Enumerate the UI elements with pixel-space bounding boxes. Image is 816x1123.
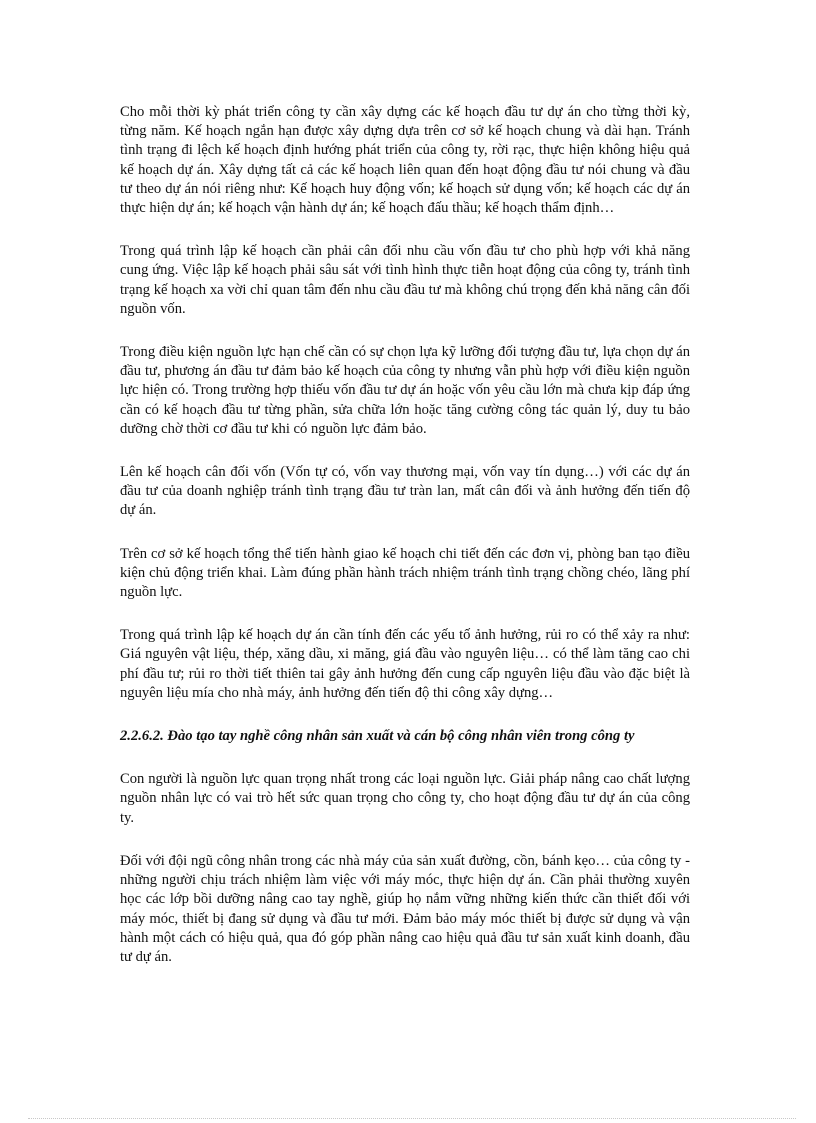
paragraph-limited-resources: Trong điều kiện nguồn lực hạn chế cần có sự chọn lựa kỹ lưỡng đối tượng đầu tư, lựa chọn dự án đầu tư, phương án đầu tư đảm bảo kế hoạch của công ty nhưng vẫn phù hợp với điều kiện nguồn lực hiện có. Trong trường hợp thiếu vốn đầu tư dự án hoặc vốn yêu cầu lớn mà chưa kịp đáp ứng cần có kế hoạch đầu tư từng phần, sửa chữa lớn hoặc tăng cường công tác quản lý, duy tu bảo dưỡng chờ thời cơ đầu tư khi có nguồn lực đảm bảo. [120, 344, 690, 437]
paragraph-human-resources: Con người là nguồn lực quan trọng nhất trong các loại nguồn lực. Giải pháp nâng cao chất lượng nguồn nhân lực có vai trò hết sức quan trọng cho công ty, cho hoạt động đầu tư dự án của công ty. [120, 771, 690, 826]
page-bottom-border [28, 1118, 796, 1119]
paragraph-capital-planning: Lên kế hoạch cân đối vốn (Vốn tự có, vốn vay thương mại, vốn vay tín dụng…) với các dự án đầu tư của doanh nghiệp tránh tình trạng đầu tư tràn lan, mất cân đối và ảnh hưởng đến tiến độ dự án. [120, 464, 690, 519]
paragraph-capital-balance: Trong quá trình lập kế hoạch cần phải cân đối nhu cầu vốn đầu tư cho phù hợp với khả năng cung ứng. Việc lập kế hoạch phải sâu sát với tình hình thực tiễn hoạt động của công ty, tránh tình trạng kế hoạch xa vời chỉ quan tâm đến nhu cầu đầu tư mà không chú trọng đến khả năng cân đối nguồn vốn. [120, 243, 690, 317]
paragraph-detailed-plan: Trên cơ sở kế hoạch tổng thể tiến hành giao kế hoạch chi tiết đến các đơn vị, phòng ban tạo điều kiện chủ động triển khai. Làm đúng phần hành trách nhiệm tránh tình trạng chồng chéo, lãng phí nguồn lực. [120, 545, 690, 601]
paragraph-investment-plan-periods: Cho mỗi thời kỳ phát triển công ty cần xây dựng các kế hoạch đầu tư dự án cho từng thời kỳ, từng năm. Kế hoạch ngắn hạn được xây dựng dựa trên cơ sở kế hoạch chung và dài hạn. Tránh tình trạng đi lệch kế hoạch định hướng phát triển của công ty, rời rạc, thực hiện không hiệu quả kế hoạch dự án. Xây dựng tất cả các kế hoạch liên quan đến hoạt động đầu tư nói chung và đầu tư theo dự án nói riêng như: Kế hoạch huy động vốn; kế hoạch sử dụng vốn; kế hoạch các dự án thực hiện dự án; kế hoạch vận hành dự án; kế hoạch đấu thầu; kế hoạch thẩm định… [120, 104, 690, 217]
paragraph-risk-factors: Trong quá trình lập kế hoạch dự án cần tính đến các yếu tố ảnh hưởng, rủi ro có thể xảy ra như: Giá nguyên vật liệu, thép, xăng dầu, xi măng, giá đầu vào nguyên liệu… có thể làm tăng cao chi phí đầu tư; rủi ro thời tiết thiên tai gây ảnh hưởng đến cung cấp nguyên liệu đầu vào đặc biệt là nguyên liệu mía cho nhà máy, ảnh hưởng đến tiến độ thi công xây dựng… [120, 627, 690, 701]
paragraph-worker-training: Đối với đội ngũ công nhân trong các nhà máy của sản xuất đường, cồn, bánh kẹo… của công ty - những người chịu trách nhiệm làm việc với máy móc, thực hiện dự án. Cần phải thường xuyên học các lớp bồi dưỡng nâng cao tay nghề, giúp họ nắm vững những kiến thức cần thiết đối với máy móc, thiết bị đang sử dụng và đầu tư mới. Đảm bảo máy móc thiết bị được sử dụng và vận hành một cách có hiệu quả, qua đó góp phần nâng cao hiệu quả đầu tư sản xuất kinh doanh, đầu tư dự án. [120, 852, 690, 965]
section-heading: 2.2.6.2. Đào tạo tay nghề công nhân sản xuất và cán bộ công nhân viên trong công ty [120, 728, 635, 745]
document-body [120, 103, 690, 991]
